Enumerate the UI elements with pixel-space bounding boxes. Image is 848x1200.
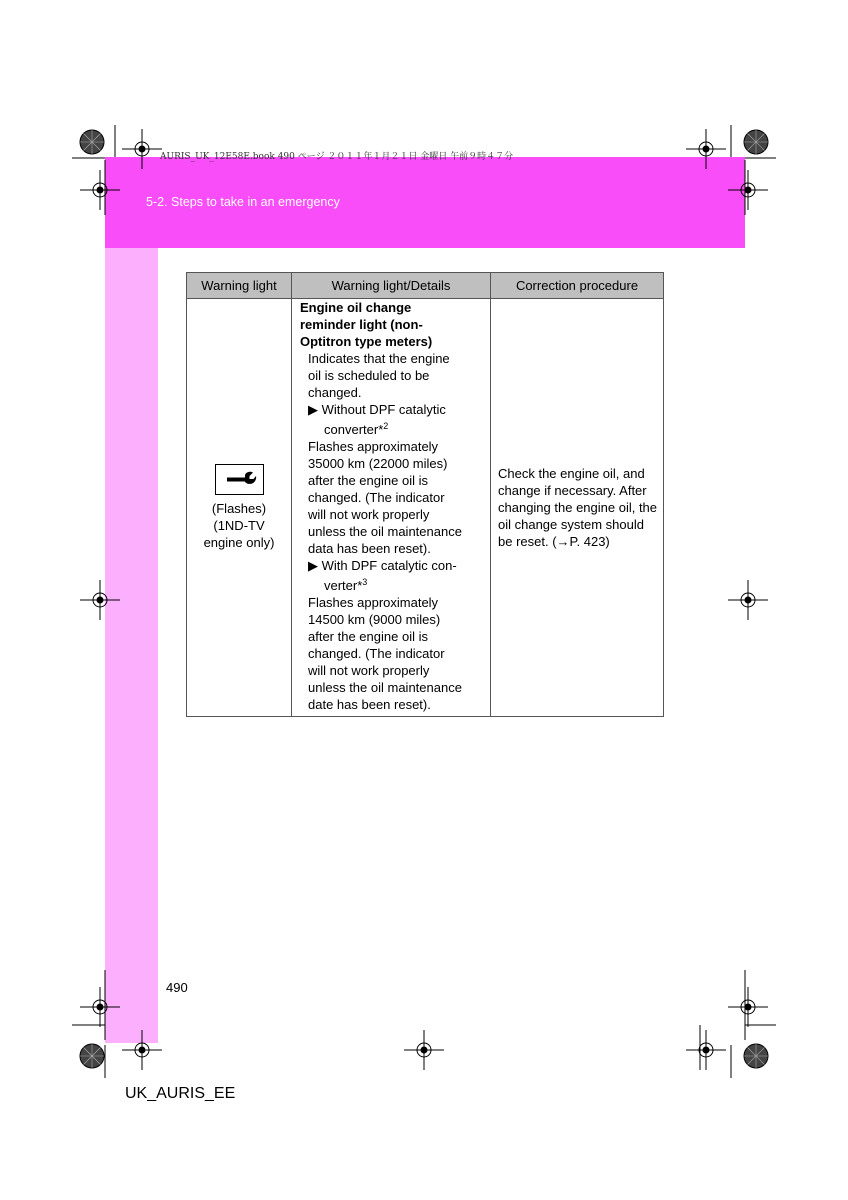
header-correction: Correction procedure <box>491 273 664 299</box>
print-header: AURIS_UK_12E58E.book 490 ページ ２０１１年１月２１日 金曜日 午前９時４７分 <box>160 152 514 162</box>
correction-line: changing the engine oil, the <box>498 500 658 515</box>
case-body-line: unless the oil maintenance <box>308 524 462 539</box>
detail-title: Engine oil change <box>300 300 412 315</box>
case-body-line: 14500 km (9000 miles) <box>308 612 441 627</box>
case-body-line: will not work properly <box>308 507 430 522</box>
triangle-bullet-icon: ▶ <box>308 402 318 417</box>
table-header-row <box>187 273 664 299</box>
warning-light-cell <box>187 299 292 717</box>
intro-line: oil is scheduled to be <box>308 368 430 383</box>
case-body-line: will not work properly <box>308 663 430 678</box>
intro-line: Indicates that the engine <box>308 351 450 366</box>
detail-title: reminder light (non- <box>300 317 423 332</box>
case-body-line: Flashes approximately <box>308 595 439 610</box>
page-reference[interactable]: be reset. (→P. 423) <box>498 534 610 549</box>
header-warning-light: Warning light <box>187 273 292 299</box>
footnote-ref: 3 <box>362 577 368 587</box>
light-note: (Flashes) <box>211 501 267 516</box>
case-body-line: changed. (The indicator <box>308 646 445 661</box>
header-details: Warning light/Details <box>292 273 491 299</box>
case-heading-cont: converter*$^2$ <box>324 421 389 437</box>
footnote-ref: 2 <box>383 421 389 431</box>
intro-line: changed. <box>308 385 362 400</box>
case-body-line: data has been reset). <box>308 541 431 556</box>
case-heading-cont: verter*$^3$ <box>324 577 368 593</box>
correction-line: oil change system should <box>498 517 644 532</box>
case-body-line: date has been reset). <box>308 697 431 712</box>
footer-code: UK_AURIS_EE <box>125 1085 236 1102</box>
details-cell <box>292 299 491 717</box>
section-title: 5-2. Steps to take in an emergency <box>146 195 340 209</box>
case-body-line: Flashes approximately <box>308 439 439 454</box>
case-body-line: 35000 km (22000 miles) <box>308 456 448 471</box>
correction-line: change if necessary. After <box>498 483 647 498</box>
correction-cell <box>491 299 664 717</box>
page-number: 490 <box>166 980 188 995</box>
light-note: (1ND-TV <box>213 518 265 533</box>
light-note: engine only) <box>203 535 275 550</box>
case-body-line: unless the oil maintenance <box>308 680 462 695</box>
warning-light-table <box>186 272 664 717</box>
case-heading: ▶ Without DPF catalytic <box>308 402 446 417</box>
case-body-line: changed. (The indicator <box>308 490 445 505</box>
case-heading: ▶ With DPF catalytic con- <box>308 558 457 573</box>
wrench-icon <box>215 464 264 495</box>
detail-title: Optitron type meters) <box>300 334 433 349</box>
triangle-bullet-icon: ▶ <box>308 558 318 573</box>
table-row <box>187 299 664 717</box>
case-body-line: after the engine oil is <box>308 629 428 644</box>
correction-line: Check the engine oil, and <box>498 466 645 481</box>
case-body-line: after the engine oil is <box>308 473 428 488</box>
